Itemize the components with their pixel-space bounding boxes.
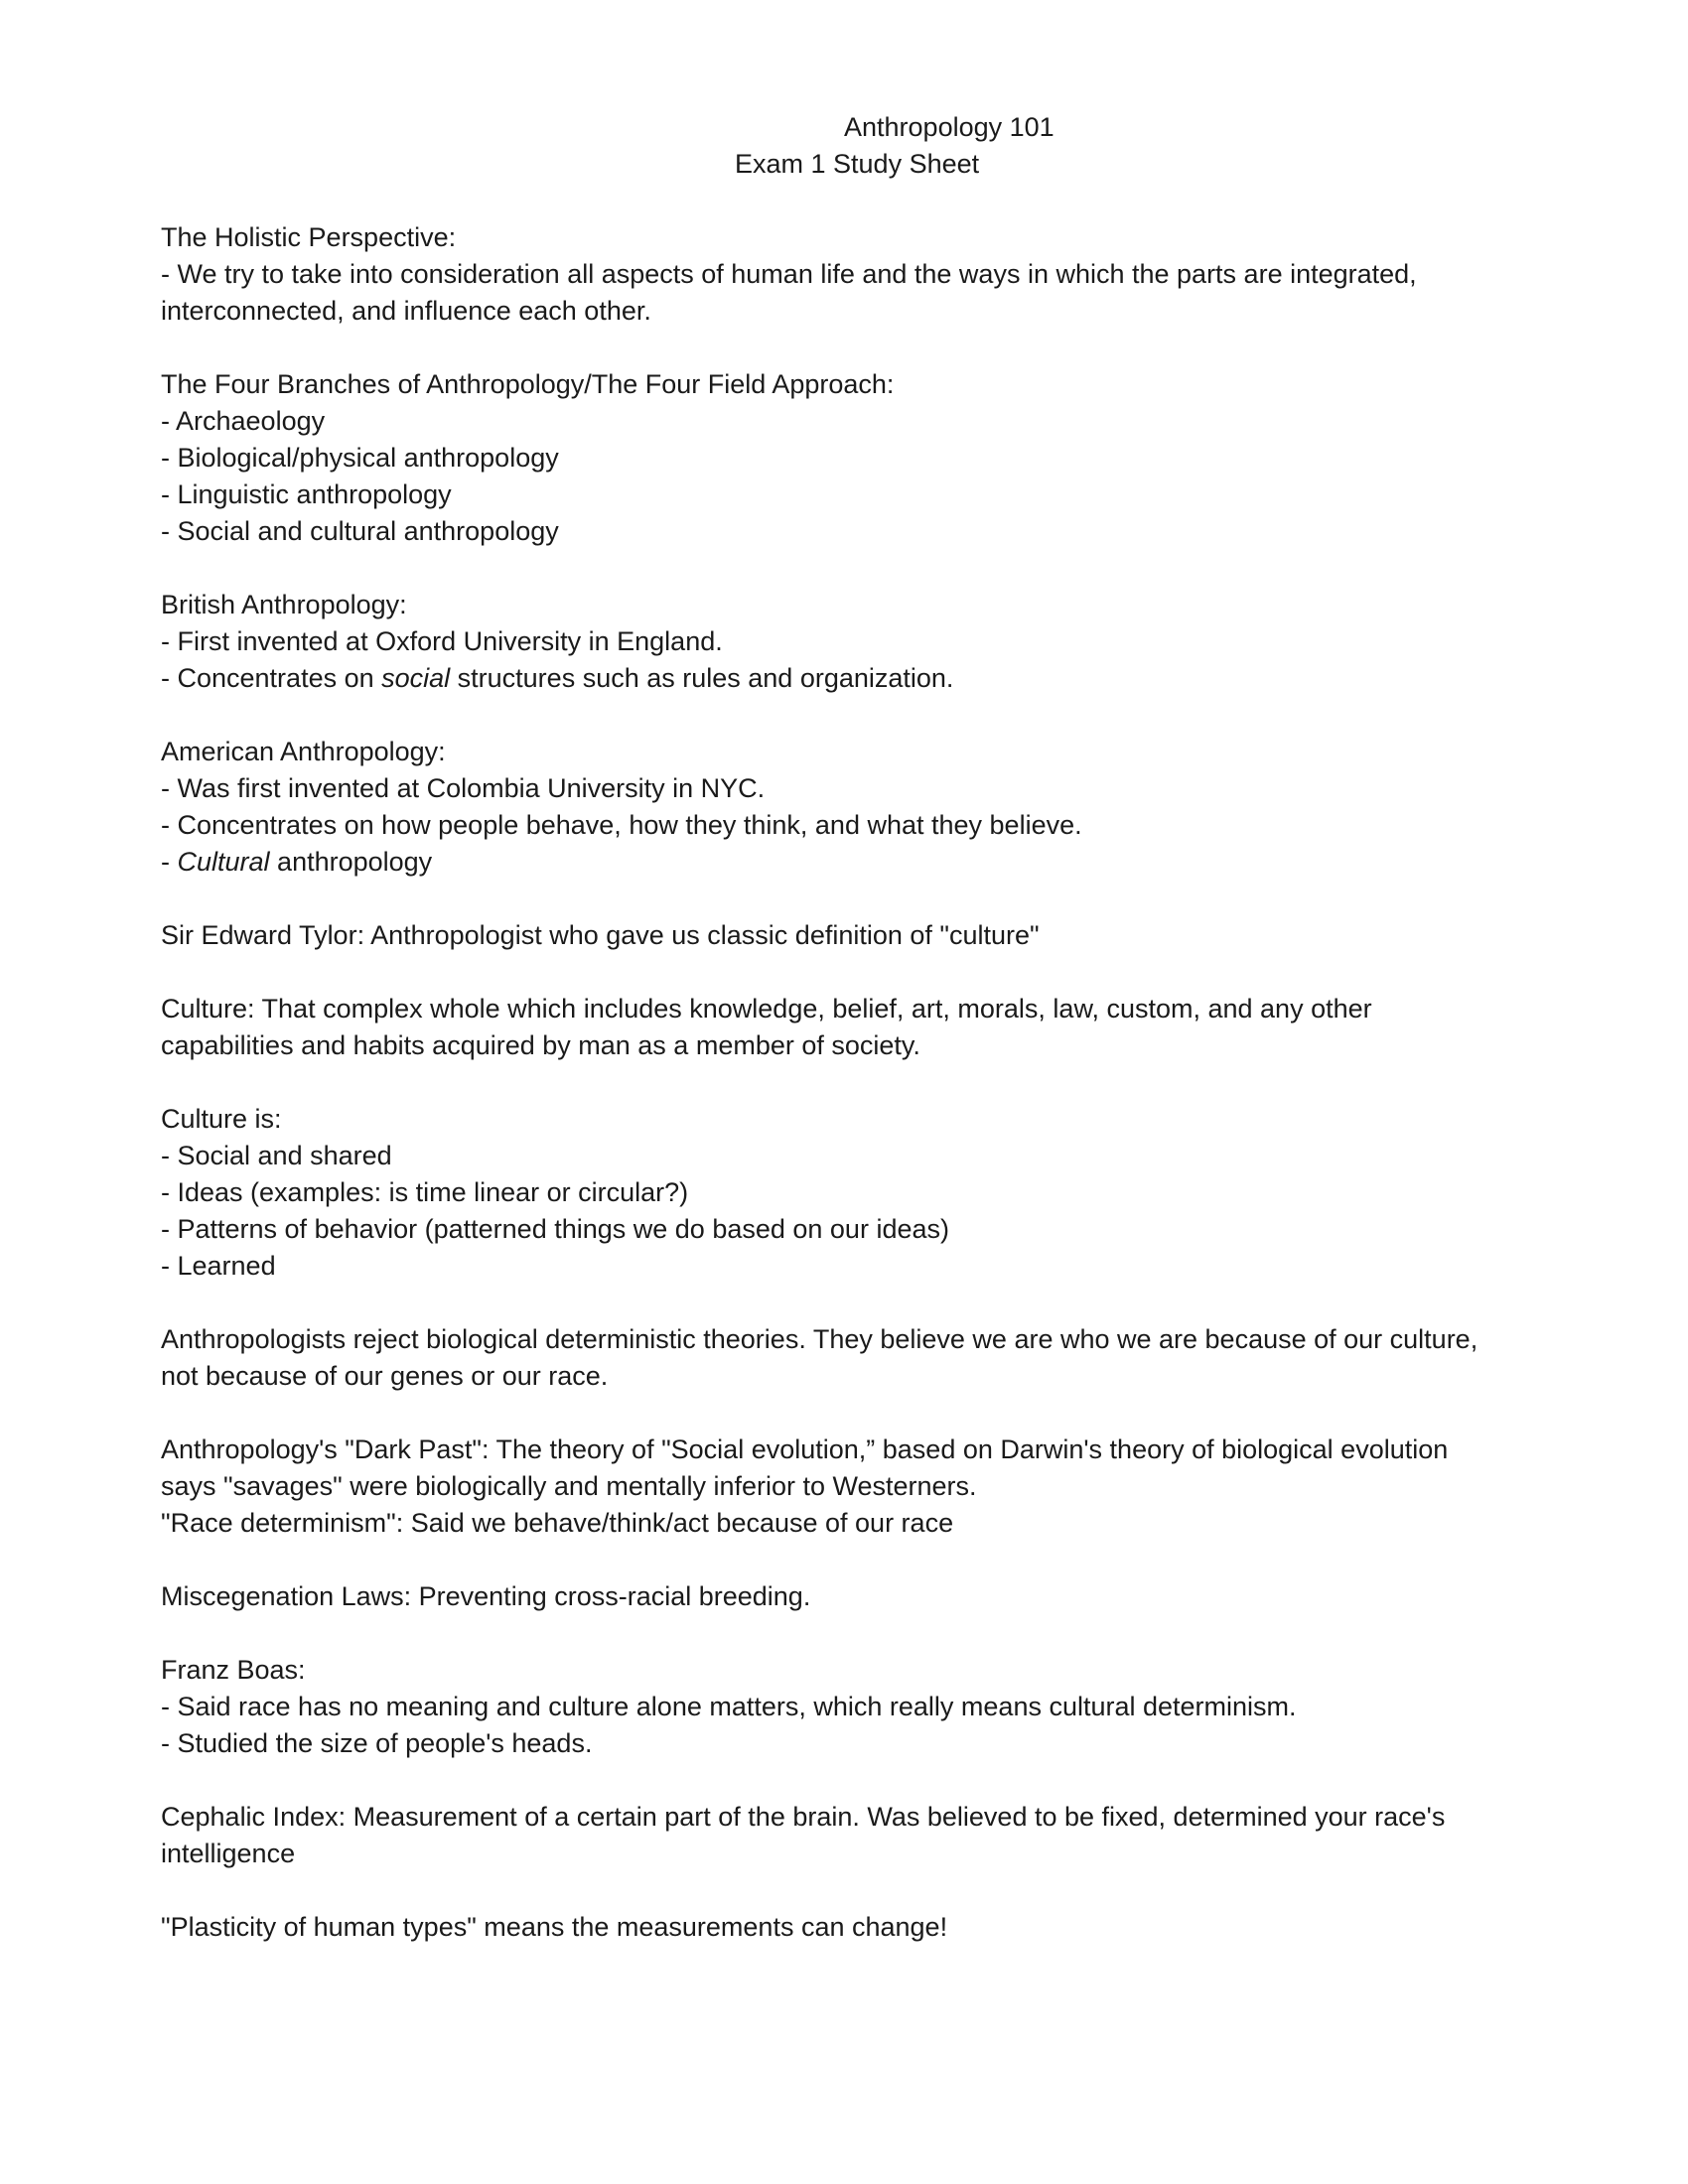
list-item: - Learned <box>161 1251 276 1281</box>
list-item: - Patterns of behavior (patterned things we do based on our ideas) <box>161 1214 949 1244</box>
section-heading: Franz Boas: <box>161 1655 306 1685</box>
list-item: - Linguistic anthropology <box>161 479 452 509</box>
list-item: - Was first invented at Colombia University in NYC. <box>161 773 766 803</box>
emphasis-text: social <box>381 663 451 693</box>
body-line: interconnected, and influence each other. <box>161 296 651 326</box>
body-line: - We try to take into consideration all aspects of human life and the ways in which the parts are integrated, <box>161 259 1417 289</box>
section-british <box>161 587 1551 697</box>
document-content <box>161 109 1551 1946</box>
body-line: Miscegenation Laws: Preventing cross-racial breeding. <box>161 1581 811 1611</box>
list-item: - Said race has no meaning and culture alone matters, which really means cultural determinism. <box>161 1692 1297 1721</box>
list-item: - First invented at Oxford University in England. <box>161 626 723 656</box>
list-item <box>161 660 1551 697</box>
text-fragment: - Concentrates on <box>161 663 382 693</box>
body-line: intelligence <box>161 1839 296 1868</box>
body-line: Cephalic Index: Measurement of a certain part of the brain. Was believed to be fixed, determined your race's <box>161 1802 1446 1832</box>
section-tylor <box>161 917 1551 954</box>
section-holistic <box>161 219 1551 330</box>
body-line: Sir Edward Tylor: Anthropologist who gave us classic definition of "culture" <box>161 920 1040 950</box>
list-item: - Studied the size of people's heads. <box>161 1728 593 1758</box>
body-line: Anthropology's "Dark Past": The theory of "Social evolution,” based on Darwin's theory of biological evolution <box>161 1434 1449 1464</box>
section-culture-is <box>161 1101 1551 1285</box>
list-item <box>161 844 1551 881</box>
text-fragment: structures such as rules and organization. <box>450 663 954 693</box>
section-heading: The Holistic Perspective: <box>161 222 457 252</box>
section-heading: British Anthropology: <box>161 590 407 619</box>
section-culture-definition <box>161 991 1551 1064</box>
section-miscegenation <box>161 1578 1551 1615</box>
text-fragment: anthropology <box>269 847 433 877</box>
section-boas <box>161 1652 1551 1762</box>
section-cephalic <box>161 1799 1551 1872</box>
section-four-branches <box>161 366 1551 550</box>
sheet-title: Exam 1 Study Sheet <box>735 149 980 179</box>
section-determinism <box>161 1321 1551 1395</box>
list-item: - Social and shared <box>161 1141 392 1170</box>
body-line: not because of our genes or our race. <box>161 1361 609 1391</box>
list-item: - Concentrates on how people behave, how they think, and what they believe. <box>161 810 1082 840</box>
document-title <box>161 109 1551 183</box>
body-line: Anthropologists reject biological deterministic theories. They believe we are who we are because of our culture, <box>161 1324 1478 1354</box>
list-item: - Ideas (examples: is time linear or circular?) <box>161 1177 689 1207</box>
section-dark-past <box>161 1432 1551 1542</box>
section-plasticity <box>161 1909 1551 1946</box>
list-item: - Biological/physical anthropology <box>161 443 559 473</box>
body-line: "Plasticity of human types" means the measurements can change! <box>161 1912 948 1942</box>
body-line: capabilities and habits acquired by man as a member of society. <box>161 1030 920 1060</box>
body-line: "Race determinism": Said we behave/think/act because of our race <box>161 1508 954 1538</box>
section-heading: American Anthropology: <box>161 737 446 766</box>
list-item: - Archaeology <box>161 406 326 436</box>
emphasis-text: Cultural <box>177 847 270 877</box>
course-title: Anthropology 101 <box>844 112 1055 142</box>
body-line: Culture: That complex whole which includes knowledge, belief, art, morals, law, custom, and any other <box>161 994 1372 1024</box>
body-line: says "savages" were biologically and mentally inferior to Westerners. <box>161 1471 977 1501</box>
section-heading: The Four Branches of Anthropology/The Four Field Approach: <box>161 369 895 399</box>
list-item: - Social and cultural anthropology <box>161 516 559 546</box>
section-heading: Culture is: <box>161 1104 282 1134</box>
section-american <box>161 734 1551 881</box>
text-fragment: - <box>161 847 178 877</box>
